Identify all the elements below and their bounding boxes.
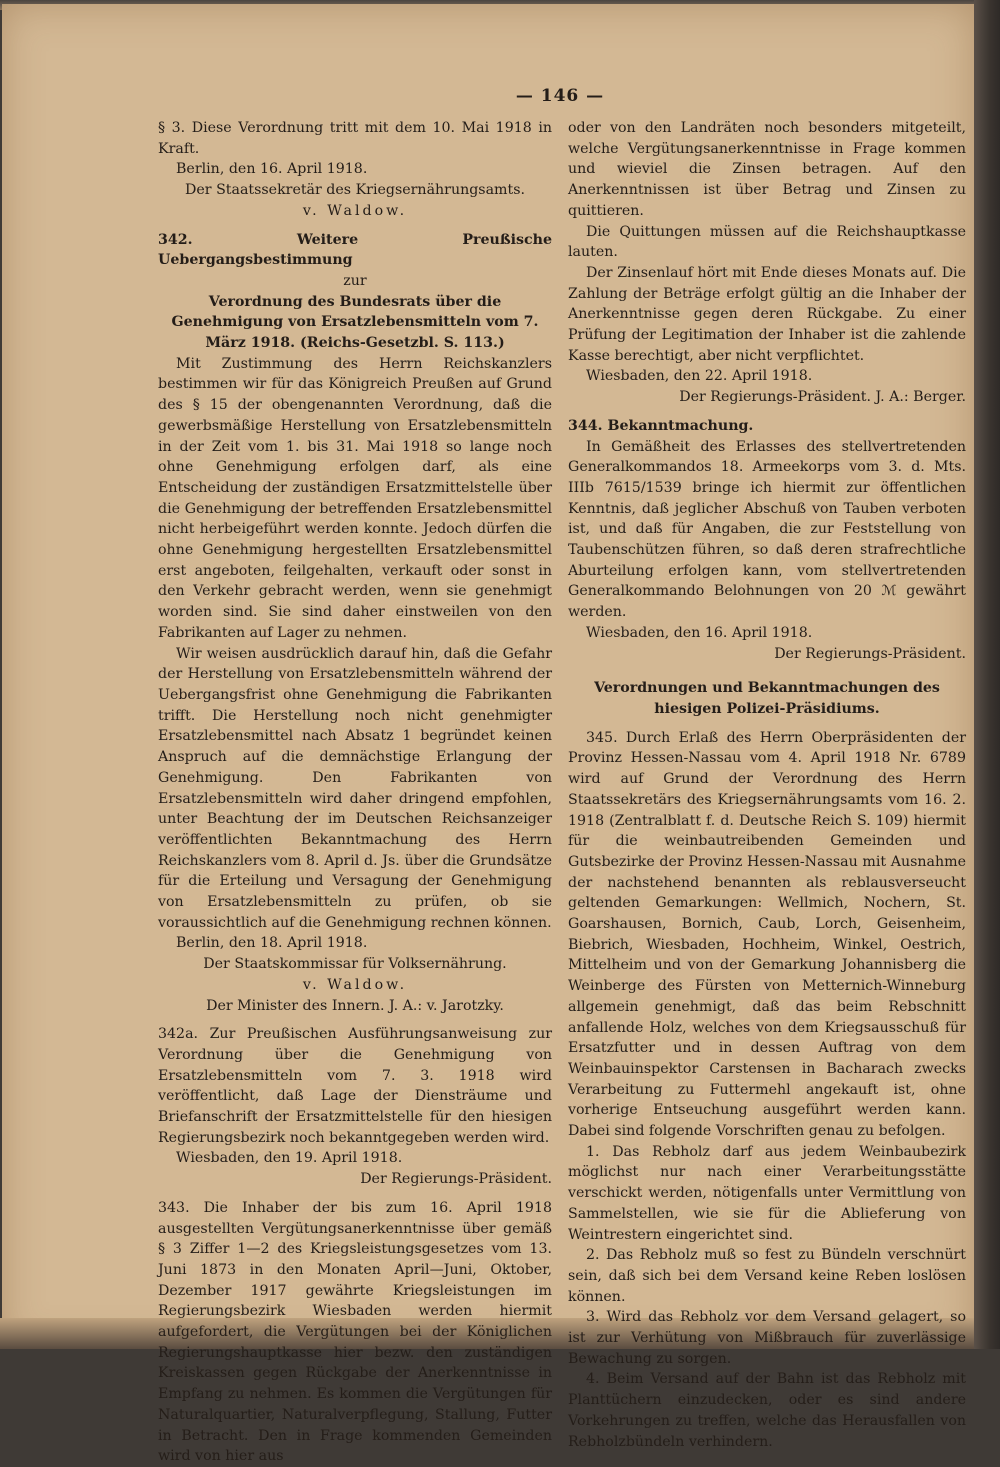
left-column-paragraph: § 3. Diese Verordnung tritt mit dem 10. Mai 1918 in Kraft. bbox=[158, 120, 552, 157]
right-column-paragraph: Der Regierungs-Präsident. J. A.: Berger. bbox=[679, 389, 966, 406]
spacer bbox=[158, 1016, 552, 1024]
right-column-paragraph: Der Regierungs-Präsident. bbox=[774, 645, 966, 662]
left-column-paragraph: Der Staatskommissar für Volksernährung. bbox=[203, 956, 507, 973]
left-column-paragraph: Wiesbaden, den 19. April 1918. bbox=[176, 1150, 403, 1167]
right-column-paragraph: In Gemäßheit des Erlasses des stellvertretenden Generalkommandos 18. Armeekorps vom 3. d. Mts. IIIb 7615/1539 bringe ich hiermit zur öffentlichen Kenntnis, daß jeglicher Abschuß von Tauben verboten ist, und daß für Angaben, die zur Feststellung von Taubenschützen führen, so daß deren strafrechtliche Aburteilung erfolgen kann, vom stellvertretenden Generalkommando Belohnungen von 20 ℳ gewährt werden. bbox=[568, 438, 966, 621]
left-column-paragraph: Der Minister des Innern. J. A.: v. Jarotzky. bbox=[206, 997, 504, 1014]
right-column-paragraph: oder von den Landräten noch besonders mitgeteilt, welche Vergütungsanerkenntnisse in Frage kommen und wieviel die Zinsen betragen. Auf den Anerkenntnissen ist über Betrag und Zinsen zu quittieren. bbox=[568, 120, 966, 219]
right-column-paragraph: Die Quittungen müssen auf die Reichshauptkasse lauten. bbox=[568, 223, 966, 261]
binding-edge bbox=[974, 0, 1000, 1349]
left-column-paragraph: v. Waldow. bbox=[302, 202, 408, 219]
left-column-paragraph: zur bbox=[343, 272, 367, 289]
spacer bbox=[158, 1190, 552, 1198]
left-column-paragraph: Mit Zustimmung des Herrn Reichskanzlers bestimmen wir für das Königreich Preußen auf Grund des § 15 der obengenannten Verordnung, daß die gewerbsmäßige Herstellung von Ersatzlebensmitteln in der Zeit vom 1. bis 31. Mai 1918 so lange noch ohne Genehmigung erfolgen darf, als eine Entscheidung der zuständigen Ersatzmittelstelle über die Genehmigung der betreffenden Ersatzlebensmittel nicht herbeigeführt werden konnte. Jedoch dürfen die ohne Genehmigung hergestellten Ersatzlebensmittel erst angeboten, feilgehalten, verkauft oder sonst in den Verkehr gebracht werden, wenn sie genehmigt worden sind. Sie sind daher einstweilen von den Fabrikanten auf Lager zu nehmen. bbox=[158, 355, 552, 641]
right-column-paragraph: 3. Wird das Rebholz vor dem Versand gelagert, so ist zur Verhütung von Mißbrauch für zuverlässige Bewachung zu sorgen. bbox=[568, 1309, 966, 1367]
right-column-paragraph: 344. Bekanntmachung. bbox=[568, 417, 754, 434]
left-column-paragraph: v. Waldow. bbox=[302, 976, 408, 993]
page-number: — 146 — bbox=[515, 86, 605, 106]
left-column bbox=[158, 118, 552, 1467]
spacer bbox=[568, 720, 966, 728]
right-column-paragraph: 4. Beim Versand auf der Bahn ist das Rebholz mit Planttüchern einzudecken, oder es sind andere Vorkehrungen zu treffen, welche das Herausfallen von Rebholzbündeln verhindern. bbox=[568, 1371, 966, 1450]
right-column bbox=[568, 118, 966, 1452]
right-column-paragraph: Wiesbaden, den 22. April 1918. bbox=[586, 368, 813, 385]
left-column-paragraph: Der Staatssekretär des Kriegsernährungsamts. bbox=[185, 182, 525, 199]
left-column-paragraph: Berlin, den 16. April 1918. bbox=[176, 161, 368, 178]
right-column-paragraph: Der Zinsenlauf hört mit Ende dieses Monats auf. Die Zahlung der Beträge erfolgt gültig an die Inhaber der Anerkenntnisse gegen deren Rückgabe. Zu einer Prüfung der Legitimation der Inhaber ist die zahlende Kasse berechtigt, aber nicht verpflichtet. bbox=[568, 264, 966, 364]
left-column-paragraph: 342a. Zur Preußischen Ausführungsanweisung zur Verordnung über die Genehmigung von Ersatzlebensmitteln vom 7. 3. 1918 wird veröffentlicht, daß Lage der Diensträume und Briefanschrift der Ersatzmittelstelle für den hiesigen Regierungsbezirk noch bekanntgegeben werden wird. bbox=[158, 1026, 552, 1146]
left-column-paragraph: 343. Die Inhaber der bis zum 16. April 1918 ausgestellten Vergütungsanerkenntnisse über gemäß § 3 Ziffer 1—2 des Kriegsleistungsgesetzes vom 13. Juni 1873 in den Monaten April—Juni, Oktober, Dezember 1917 gewährte Kriegsleistungen im Regierungsbezirk Wiesbaden werden hiermit aufgefordert, die Vergütungen bei der Königlichen Regierungshauptkasse hier bezw. den zuständigen Kreiskassen gegen Rückgabe der Anerkenntnisse in Empfang zu nehmen. Es kommen die Vergütungen für Naturalquartier, Naturalverpflegung, Stallung, Futter in Betracht. Den in Frage kommenden Gemeinden wird von hier aus bbox=[158, 1199, 552, 1465]
right-column-paragraph: 1. Das Rebholz darf aus jedem Weinbaubezirk möglichst nur nach einer Verarbeitungsstätte verschickt werden, nötigenfalls unter Vermittlung von Sammelstellen, wie sie für die Ablieferung von Weintrestern eingerichtet sind. bbox=[568, 1143, 966, 1243]
right-column-paragraph: Wiesbaden, den 16. April 1918. bbox=[586, 624, 813, 641]
left-column-paragraph: Berlin, den 18. April 1918. bbox=[176, 935, 368, 952]
left-column-paragraph: Wir weisen ausdrücklich darauf hin, daß die Gefahr der Herstellung von Ersatzlebensmitteln während der Uebergangsfrist ohne Genehmigung die Fabrikanten trifft. Die Herstellung noch nicht genehmigter Ersatzlebensmittel nach Absatz 1 begründet keinen Anspruch auf die demnächstige Erlangung der Genehmigung. Den Fabrikanten von Ersatzlebensmitteln wird daher dringend empfohlen, unter Beachtung der im Deutschen Reichsanzeiger veröffentlichten Bekanntmachung des Herrn Reichskanzlers vom 8. April d. Js. über die Grundsätze für die Erteilung und Versagung der Genehmigung von Ersatzlebensmitteln zu prüfen, ob sie voraussichtlich auf die Genehmigung rechnen können. bbox=[158, 645, 552, 931]
spacer bbox=[158, 222, 552, 230]
left-column-paragraph: Verordnung des Bundesrats über die Genehmigung von Ersatzlebensmitteln vom 7. März 1918. (Reichs-Gesetzbl. S. 113.) bbox=[171, 293, 539, 352]
spacer bbox=[568, 408, 966, 416]
right-column-paragraph: Verordnungen und Bekanntmachungen des hiesigen Polizei-Präsidiums. bbox=[594, 680, 940, 717]
right-column-paragraph: 2. Das Rebholz muß so fest zu Bündeln verschnürt sein, daß sich bei dem Versand keine Reben loslösen können. bbox=[568, 1247, 966, 1305]
right-column-paragraph: 345. Durch Erlaß des Herrn Oberpräsidenten der Provinz Hessen-Nassau vom 4. April 1918 Nr. 6789 wird auf Grund der Verordnung des Herrn Staatssekretärs des Kriegsernährungsamts vom 16. 2. 1918 (Zentralblatt f. d. Deutsche Reich S. 109) hiermit für die weinbautreibenden Gemeinden und Gutsbezirke der Provinz Hessen-Nassau mit Ausnahme der nachstehend benannten als reblausverseucht geltenden Gemarkungen: Wellmich, Nochern, St. Goarshausen, Bornich, Caub, Lorch, Geisenheim, Biebrich, Wiesbaden, Hochheim, Winkel, Oestrich, Mittelheim und von der Gemarkung Johannisberg die Weinberge des Fürsten von Metternich-Winneburg allgemein genehmigt, daß das beim Rebschnitt anfallende Holz, welches von dem Kriegsausschuß für Ersatzfutter und in dessen Auftrag von dem Weinbauinspektor Carstensen in Bacharach zwecks Verarbeitung zu Futtermehl angekauft ist, ohne vorherige Entseuchung ausgeführt werden kann. Dabei sind folgende Vorschriften genau zu befolgen. bbox=[568, 729, 966, 1140]
spacer bbox=[568, 664, 966, 678]
left-column-paragraph: 342. Weitere Preußische Uebergangsbestimmung bbox=[158, 231, 552, 269]
left-column-paragraph: Der Regierungs-Präsident. bbox=[360, 1171, 552, 1188]
